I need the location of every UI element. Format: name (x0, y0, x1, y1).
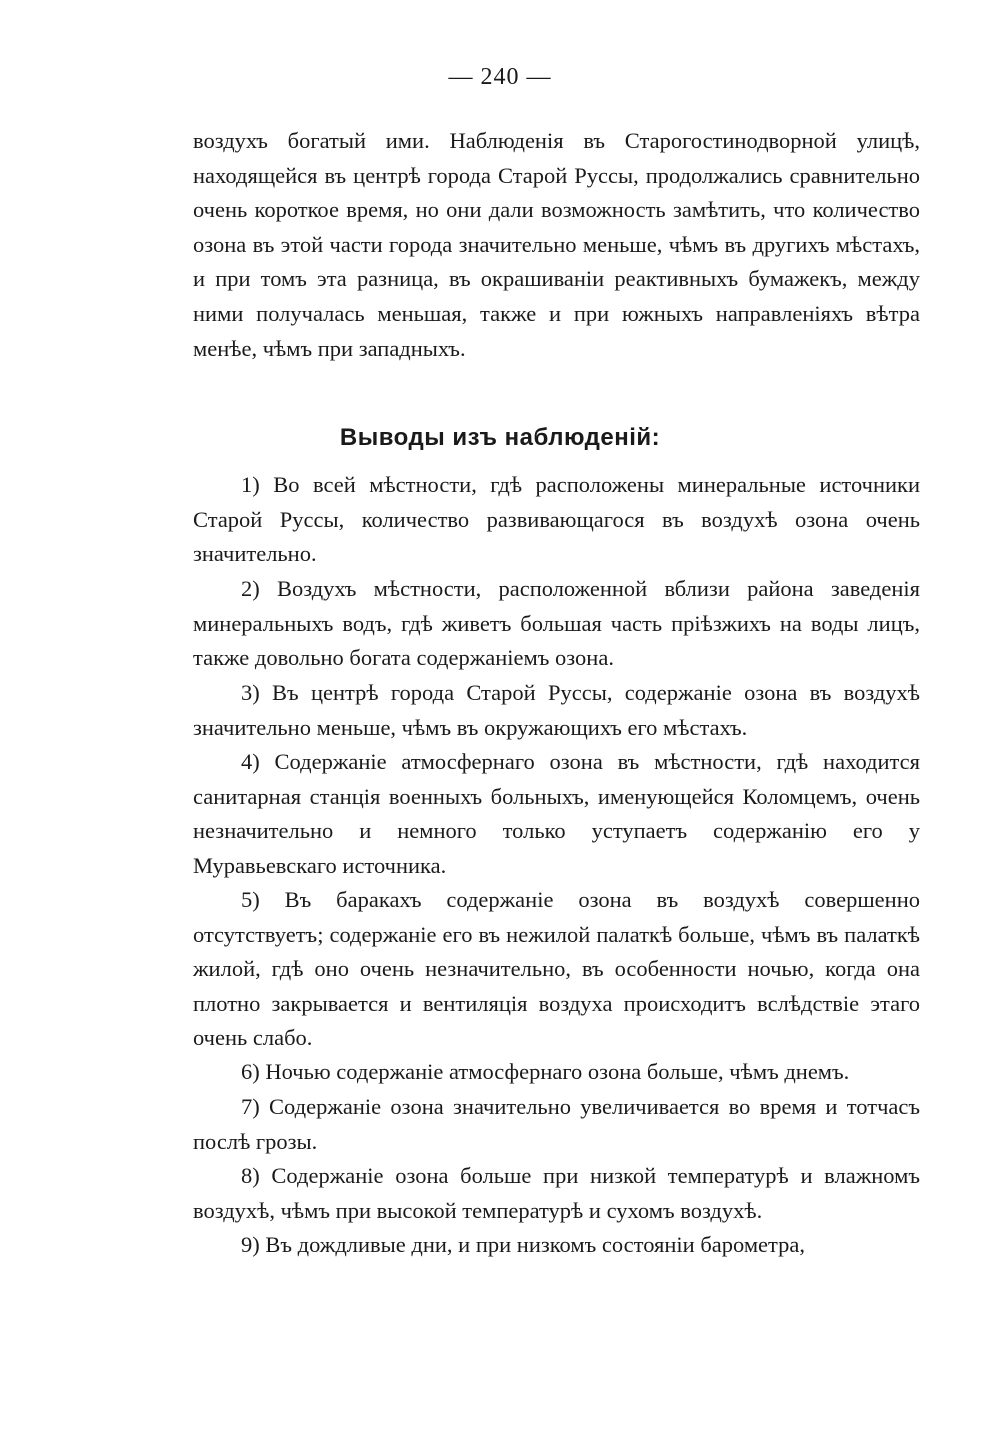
conclusion-item-6: 6) Ночью содержаніе атмосфернаго озона больше, чѣмъ днемъ. (241, 1059, 850, 1084)
conclusion-item-2: 2) Воздухъ мѣстности, расположенной вблизи района заведенія минеральныхъ водъ, гдѣ живетъ большая часть пріѣзжихъ на воды лицъ, также довольно богата содержаніемъ озона. (193, 576, 920, 670)
page-number: — 240 — (448, 64, 552, 90)
section-heading: Выводы изъ наблюденій: (339, 424, 661, 451)
intro-paragraph: воздухъ богатый ими. Наблюденія въ Старогостинодворной улицѣ, находящейся въ центрѣ города Старой Руссы, продолжались сравнительно очень короткое время, но они дали возможность замѣтить, что количество озона въ этой части города значительно меньше, чѣмъ въ другихъ мѣстахъ, и при томъ эта разница, въ окрашиваніи реактивныхъ бумажекъ, между ними получалась меньшая, также и при южныхъ направленіяхъ вѣтра менѣе, чѣмъ при западныхъ. (193, 128, 920, 361)
conclusion-item-3: 3) Въ центрѣ города Старой Руссы, содержаніе озона въ воздухѣ значительно меньше, чѣмъ въ окружающихъ его мѣстахъ. (193, 680, 920, 740)
conclusion-item-5: 5) Въ баракахъ содержаніе озона въ воздухѣ совершенно отсутствуетъ; содержаніе его въ нежилой палаткѣ больше, чѣмъ въ палаткѣ жилой, гдѣ оно очень незначительно, въ особенности ночью, когда она плотно закрывается и вентиляція воздуха происходитъ вслѣдствіе этаго очень слабо. (193, 887, 920, 1050)
conclusion-item-1: 1) Во всей мѣстности, гдѣ расположены минеральные источники Старой Руссы, количество развивающагося въ воздухѣ озона очень значительно. (193, 472, 920, 566)
conclusion-item-9: 9) Въ дождливые дни, и при низкомъ состояніи барометра, (241, 1232, 806, 1257)
conclusion-item-7: 7) Содержаніе озона значительно увеличивается во время и тотчасъ послѣ грозы. (193, 1094, 920, 1154)
conclusion-item-8: 8) Содержаніе озона больше при низкой температурѣ и влажномъ воздухѣ, чѣмъ при высокой температурѣ и сухомъ воздухѣ. (193, 1163, 920, 1223)
conclusion-item-4: 4) Содержаніе атмосфернаго озона въ мѣстности, гдѣ находится санитарная станція военныхъ больныхъ, именующейся Коломцемъ, очень незначительно и немного только уступаетъ содержанію его у Муравьевскаго источника. (193, 749, 920, 878)
